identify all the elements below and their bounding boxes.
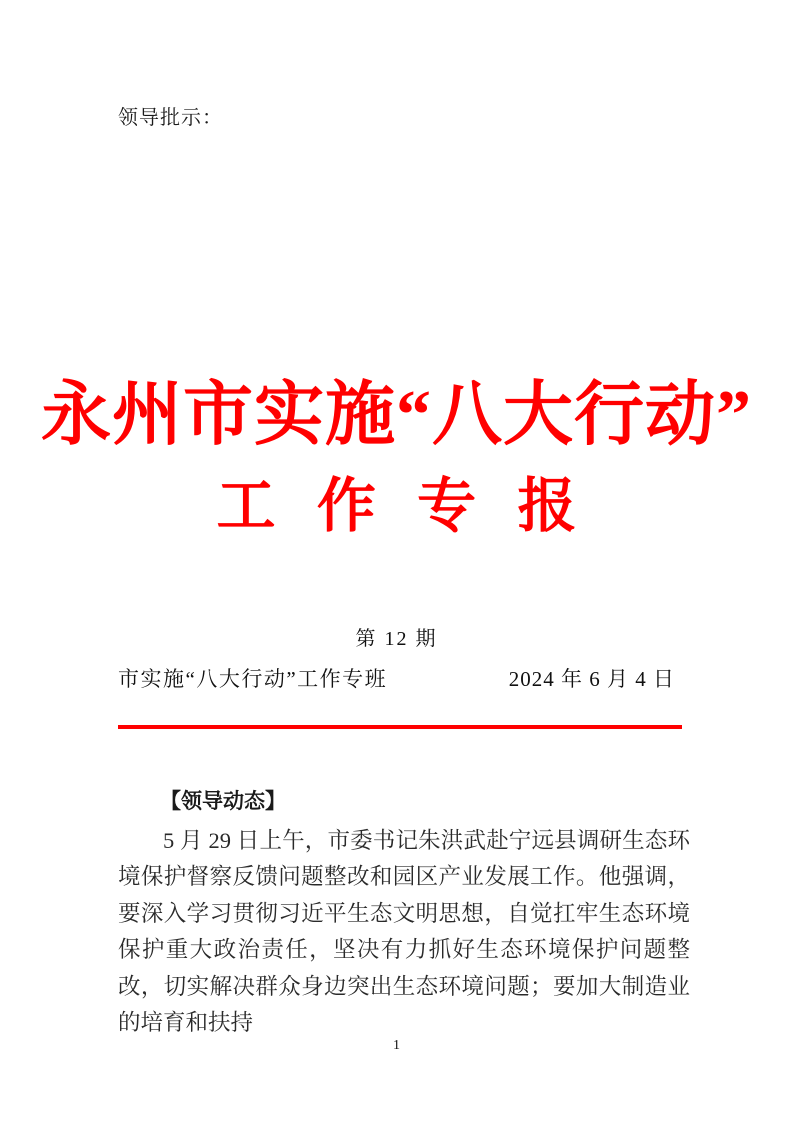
issue-number: 第 12 期 (355, 628, 438, 650)
bulletin-title-line2: 工 作 专 报 (216, 472, 577, 539)
bulletin-title-line1: 永州市实施“八大行动” (41, 377, 752, 454)
issuer-name: 市实施“八大行动”工作专班 (118, 667, 388, 691)
masthead (0, 372, 793, 538)
leader-note-label: 领导批示： (118, 107, 223, 129)
issue-date: 2024 年 6 月 4 日 (508, 667, 675, 691)
section-heading-leader-activities: 【领导动态】 (160, 790, 286, 813)
document-body (118, 783, 690, 1041)
issuer-date-row (118, 663, 675, 693)
body-paragraph: 5 月 29 日上午，市委书记朱洪武赴宁远县调研生态环境保护督察反馈问题整改和园区产业发展工作。他强调，要深入学习贯彻习近平生态文明思想，自觉扛牢生态环境保护重大政治责任，坚决有力抓好生态环境保护问题整改，切实解决群众身边突出生态环境问题；要加大制造业的培育和扶持 (118, 828, 690, 1036)
red-divider-rule (118, 725, 682, 729)
page-number: 1 (393, 1038, 400, 1053)
